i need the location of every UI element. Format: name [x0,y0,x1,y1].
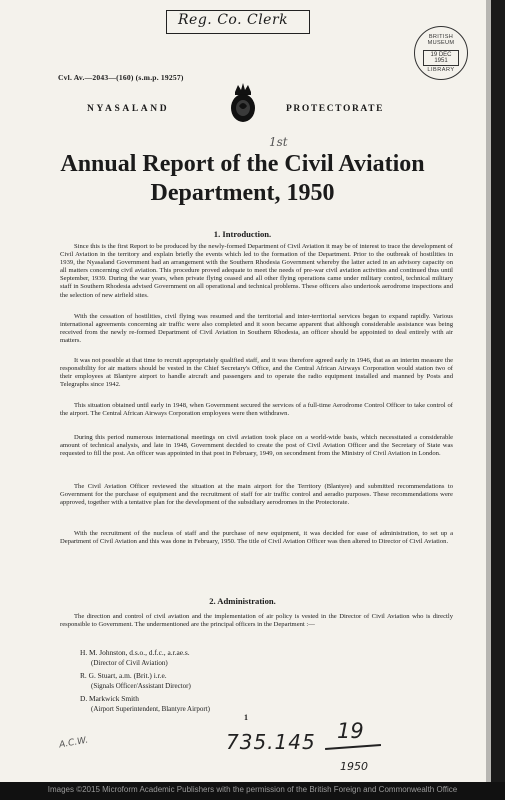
scan-edge-right [491,0,505,800]
page-number: 1 [244,713,248,722]
intro-paragraph-6: The Civil Aviation Officer reviewed the situation at the main airport for the Territory (Blantyre) and submitted recommendations to Government for the purchase of equipment and the recruitment of staff for air traffic control and aeradio purposes. These recommendations were approved, together with a tentative plan for the development of the subsidiary aerodromes in the Protectorate. [60,483,453,507]
section-heading-introduction: 1. Introduction. [213,229,272,239]
officer-role: (Director of Civil Aviation) [91,659,168,667]
document-reference: Cvl. Av.—2043—(160) (s.m.p. 19257) [58,73,184,82]
header-left: NYASALAND [87,104,170,114]
copyright-footer: Images ©2015 Microform Academic Publishers with the permission of the British Foreign and Commonwealth Office [47,785,458,794]
intro-paragraph-1: Since this is the first Report to be produced by the newly-formed Department of Civil Aviation it may be of interest to trace the development of Civil Aviation in the territory and explain briefly the events which led to the formation of the Department. Prior to the outbreak of hostilities in 1939, the Nyasaland Government had an arrangement with the Southern Rhodesia Government whereby the latter acted in an advisory capacity on all matters concerning civil aviation. This procedure proved adequate to meet the needs of pre-war civil aviation activities and continued thus until September, 1939. During the war years, when private flying ceased and all other flying operations came under military control, technical military staff in Southern Rhodesia advised Government on all operational and technical problems. These officers also undertook aerodrome inspections and the selection of new airfield sites. [60,243,453,299]
handwritten-underline [325,744,381,749]
library-stamp [414,26,468,80]
handwritten-nineteen: 19 [337,719,364,743]
library-stamp-line3: LIBRARY [427,67,455,73]
pencil-annotation: 1st [269,135,288,149]
handwritten-reference-number: 735.145 [226,730,316,754]
officer-role: (Signals Officer/Assistant Director) [91,682,191,690]
library-stamp-line1: BRITISH MUSEUM [427,34,455,46]
title-line-1: Annual Report of the Civil Aviation [60,151,425,177]
library-stamp-date: 19 DEC 1951 [423,50,459,66]
intro-paragraph-7: With the recruitment of the nucleus of staff and the purchase of new equipment, it was decided for ease of administration, to set up a Department of Civil Aviation and this was done in February, 1950. The title of Civil Aviation Officer was then altered to Director of Civil Aviation. [60,530,453,546]
title-line-2: Department, 1950 [150,180,335,206]
officer-name: R. G. Stuart, a.m. (Brit.) i.r.e. [80,671,167,680]
header-right: PROTECTORATE [286,104,385,114]
admin-paragraph-1: The direction and control of civil aviation and the implementation of air policy is vested in the Director of Civil Aviation who is directly responsible to Government. The undermentioned are the principal officers in the Department :— [60,613,453,629]
handwritten-year: 1950 [340,760,368,773]
section-heading-administration: 2. Administration. [209,596,276,606]
intro-paragraph-2: With the cessation of hostilities, civil flying was resumed and the territorial and inter-territorial services began to expand rapidly. Various international agreements concerning air traffic were also completed and it soon became apparent that although considerable assistance was being received from the newly re-formed Department of Civil Aviation in Southern Rhodesia, an officer should be appointed to deal entirely with air matters. [60,313,453,345]
officer-name: H. M. Johnston, d.s.o., d.f.c., a.r.ae.s. [80,648,190,657]
intro-paragraph-3: It was not possible at that time to recruit appropriately qualified staff, and it was therefore agreed early in 1946, that as an interim measure the responsibility for air matters should be vested in the Chief Secretary's Office, and the Central African Airways Corporation would station two of their employees at Blantyre airport to handle aircraft and passengers and to operate the radio equipment installed and manned by Posts and Telegraphs since 1942. [60,357,453,389]
officer-role: (Airport Superintendent, Blantyre Airport) [91,705,210,713]
handwritten-initials: A.C.W. [58,735,90,751]
intro-paragraph-4: This situation obtained until early in 1948, when Government secured the services of a full-time Aerodrome Control Officer to take control of the airport. The Central African Airways Corporation employees were then withdrawn. [60,402,453,418]
registry-stamp-text: Reg. Co. Clerk [178,12,289,28]
crown-crest-icon [226,82,260,124]
intro-paragraph-5: During this period numerous international meetings on civil aviation took place on a world-wide basis, which necessitated a considerable amount of technical analysis, and late in 1948, Government decided to create the post of Civil Aviation Officer and the Secretary of State was requested to fill the post. An officer was appointed in that post in February, 1949, on secondment from the Ministry of Civil Aviation in London. [60,434,453,458]
officer-name: D. Markwick Smith [80,694,139,703]
